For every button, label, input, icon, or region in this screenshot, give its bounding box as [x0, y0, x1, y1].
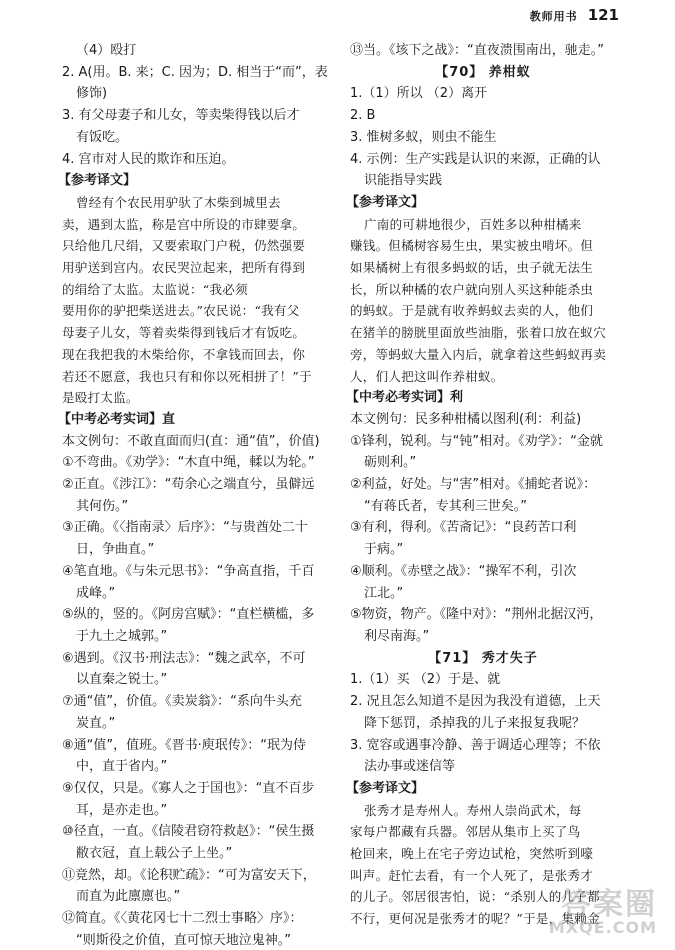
left-text-line: 修饰) — [76, 86, 108, 102]
right-text-line: 1.（1）所以 （2）离开 — [350, 86, 488, 102]
page-number: 121 — [587, 6, 619, 24]
right-text-line: 3. 惟树多蚁，则虫不能生 — [350, 129, 497, 145]
right-text-line: 法办事或迷信等 — [364, 759, 456, 775]
right-text-line: 识能指导实践 — [364, 173, 443, 189]
right-text-line: 【中考必考实词】利 — [346, 390, 464, 406]
right-text-line: 2. 况且怎么知道不是因为我没有道德，上天 — [350, 694, 601, 710]
left-text-line: ⑤纵的，竖的。《阿房宫赋》：“直栏横槛，多 — [62, 607, 315, 623]
right-text-line: 本文例句：民多种柑橘以图利(利：利益) — [350, 411, 582, 427]
left-text-line: ⑪竟然，却。《论积贮疏》：“可为富安天下， — [62, 867, 316, 883]
left-text-line: 现在我把我的木柴给你，不拿钱而回去，你 — [62, 346, 306, 362]
left-text-line: 其何伤。” — [76, 498, 129, 514]
right-text-line: 不行，更何况是张秀才的呢？”于是，集赖金 — [350, 911, 600, 927]
right-text-line: ①锋利，锐利。与“钝”相对。《劝学》：“金就 — [350, 433, 603, 449]
right-text-line: ③有利，得利。《苦斋记》：“良药苦口利 — [350, 520, 577, 536]
left-text-line: 卖，遇到太监，称是宫中所设的市肆要拿。 — [62, 216, 306, 232]
left-text-line: 而直为此廪廪也。” — [76, 889, 181, 905]
right-text-line: 如果橘树上有很多蚂蚁的话，虫子就无法生 — [350, 260, 594, 276]
left-text-line: 成峰。” — [76, 585, 116, 601]
page-header — [530, 6, 619, 24]
left-text-line: （4）殴打 — [76, 43, 137, 58]
left-text-line: 中，直于省内。” — [76, 759, 168, 775]
left-text-line: 以直秦之锐士。” — [76, 672, 168, 688]
right-text-line: 降下惩罚，杀掉我的儿子来报复我呢？ — [364, 715, 586, 731]
left-text-line: 曾经有个农民用驴驮了木柴到城里去 — [76, 194, 281, 210]
left-text-line: ⑥遇到。《汉书·刑法志》：“魏之武卒，不可 — [62, 650, 306, 666]
right-text-line: 旁，等蚂蚁大量入内后，就拿着这些蚂蚁再卖 — [350, 346, 607, 362]
left-text-line: 【中考必考实词】直 — [58, 411, 176, 427]
left-text-line: ⑩径直，一直。《信陵君窃符救赵》：“侯生摄 — [62, 824, 315, 840]
left-text-line: “则斯役之价值，直可惊天地泣鬼神。” — [76, 932, 291, 948]
right-text-line: 人，们人把这叫作养柑蚁。 — [350, 368, 504, 384]
right-text-line: 广南的可耕地很少，百姓多以种柑橘来 — [364, 216, 582, 232]
left-text-line: 若还不愿意，我也只有和你以死相拼了！”于 — [62, 368, 312, 384]
right-text-line: 1.（1）买 （2）于是、就 — [350, 672, 501, 688]
right-text-line: 于病。” — [364, 542, 404, 558]
book-label: 教师用书 — [529, 10, 578, 23]
right-text-line: 张秀才是寿州人。寿州人崇尚武术，每 — [364, 802, 582, 818]
left-text-line: 是殴打太监。 — [62, 390, 139, 406]
right-text-line: ⑬当。《垓下之战》：“直夜溃围南出，驰走。” — [350, 43, 604, 58]
right-text-line: ②利益，好处。与“害”相对。《捕蛇者说》： — [350, 477, 597, 493]
right-text-line: 长，所以种橘的农户就向别人买这种能杀虫 — [350, 281, 594, 297]
left-text-line: ③正确。《〈指南录〉后序》：“与贵酋处二十 — [62, 520, 308, 536]
right-text-line: 叫声。赶忙去看，有一个人死了，是张秀才 — [350, 867, 594, 883]
left-text-line: 只给他几尺绢，又要索取门户税，仍然强要 — [62, 238, 306, 254]
left-text-line: 母妻子儿女，等着卖柴得到钱后才有饭吃。 — [62, 325, 306, 341]
right-text-line: 【70】 养柑蚁 — [435, 64, 531, 80]
left-text-line: ②正直。《涉江》：“苟余心之端直兮，虽僻远 — [62, 477, 315, 493]
right-text-line: 【参考译文】 — [346, 780, 425, 796]
left-text-line: ①不弯曲。《劝学》：“木直中绳，輮以为轮。” — [62, 455, 315, 471]
left-text-line: 的绢给了太监。太监说：“我必须 — [62, 281, 248, 297]
left-text-line: 于九土之城郭。” — [76, 628, 168, 644]
left-text-line: ⑨仅仅，只是。《寡人之于国也》：“直不百步 — [62, 780, 315, 796]
right-text-line: 在猪羊的膀胱里面放些油脂，张着口放在蚁穴 — [350, 325, 607, 341]
right-text-line: 3. 宽容或遇事冷静、善于调适心理等；不依 — [350, 737, 601, 753]
right-text-line: 利尽南海。” — [364, 628, 430, 644]
right-text-line: 江北。” — [364, 585, 404, 601]
left-text-line: 用驴送到宫内。农民哭泣起来，把所有得到 — [62, 260, 306, 276]
left-text-line: 4. 宫市对人民的欺诈和压迫。 — [62, 151, 235, 167]
left-text-line: 炭直。” — [76, 715, 116, 731]
left-text-line: 3. 有父母妻子和儿女，等卖柴得钱以后才 — [62, 108, 300, 124]
right-text-line: “有蒋氏者，专其利三世矣。” — [364, 498, 527, 514]
right-text-line: 砺则利。” — [364, 455, 417, 471]
right-text-line: 家每户都藏有兵器。邻居从集市上买了鸟 — [350, 824, 581, 840]
right-text-line: 【71】 秀才失子 — [428, 650, 538, 666]
left-text-line: 2. A(用。B. 来；C. 因为；D. 相当于“而”，表 — [62, 64, 328, 80]
left-text-line: 耳，是亦走也。” — [76, 802, 168, 818]
left-text-line: 要用你的驴把柴送进去。”农民说：“我有父 — [62, 303, 300, 319]
left-text-line: ⑫简直。《〈黄花冈七十二烈士事略〉序》： — [62, 911, 303, 927]
left-text-line: 有饭吃。 — [76, 129, 129, 145]
left-text-line: 【参考译文】 — [58, 173, 137, 189]
right-text-line: 赚钱。但橘树容易生虫，果实被虫啃坏。但 — [350, 238, 594, 254]
left-column — [58, 40, 328, 950]
left-text-line: 日，争曲直。” — [76, 542, 155, 558]
right-text-line: ④顺利。《赤壁之战》：“操军不利，引次 — [350, 563, 577, 579]
right-text-line: 枪回来，晚上在宅子旁边试枪，突然听到嚎 — [350, 846, 594, 862]
right-column — [346, 40, 616, 930]
right-text-line: 2. B — [350, 108, 376, 124]
right-text-line: 【参考译文】 — [346, 194, 425, 210]
left-text-line: ④笔直地。《与朱元思书》：“争高直指，千百 — [62, 563, 315, 579]
right-text-line: 的蚂蚁。于是就有收养蚂蚁去卖的人，他们 — [350, 303, 594, 319]
right-text-line: ⑤物资，物产。《隆中对》：“荆州北据汉沔， — [350, 607, 603, 623]
left-text-line: 敝衣冠，直上载公子上坐。” — [76, 846, 233, 862]
left-text-line: ⑧通“值”，值班。《晋书·庾珉传》：“珉为侍 — [62, 737, 306, 753]
left-text-line: ⑦通“值”，价值。《卖炭翁》：“系向牛头充 — [62, 694, 302, 710]
watermark-line1: 答案圈 — [561, 887, 657, 922]
watermark — [548, 887, 657, 937]
right-text-line: 的儿子。邻居很害怕，说：“杀别人的儿子都 — [350, 889, 600, 905]
right-text-line: 4. 示例：生产实践是认识的来源，正确的认 — [350, 151, 601, 167]
watermark-line2: MXQE.COM — [548, 918, 657, 937]
left-text-line: 本文例句：不敢直面而归(直：通“值”，价值) — [62, 433, 320, 449]
